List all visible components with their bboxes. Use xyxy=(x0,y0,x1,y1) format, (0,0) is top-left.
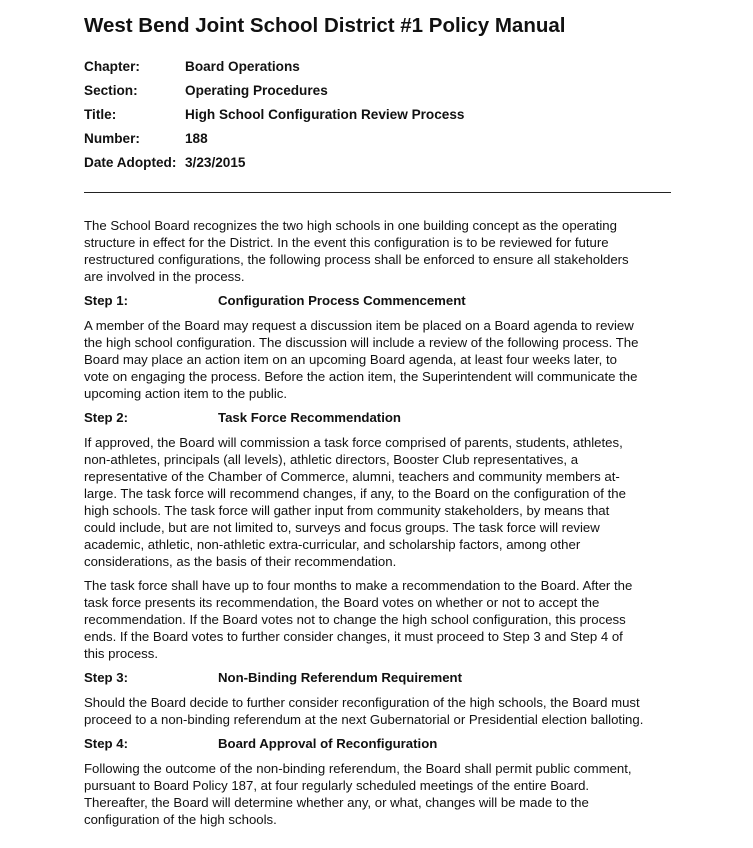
meta-label: Chapter: xyxy=(84,59,140,74)
policy-body xyxy=(84,217,674,828)
text-line: proceed to a non-binding referendum at the next Gubernatorial or Presidential election balloting. xyxy=(84,712,644,727)
text-line: configuration of the high schools. xyxy=(84,812,277,827)
step-title: Configuration Process Commencement xyxy=(218,293,466,308)
step-number: Step 2: xyxy=(84,410,128,425)
text-line: Board may place an action item on an upcoming Board agenda, at least four weeks later, to xyxy=(84,352,617,367)
meta-label: Number: xyxy=(84,131,140,146)
meta-date-adopted xyxy=(84,155,464,179)
text-line: Following the outcome of the non-binding referendum, the Board shall permit public comment, xyxy=(84,761,632,776)
meta-value: Operating Procedures xyxy=(185,83,328,98)
step-3-heading xyxy=(84,669,674,686)
text-line: A member of the Board may request a discussion item be placed on a Board agenda to review xyxy=(84,318,634,333)
step-title: Task Force Recommendation xyxy=(218,410,401,425)
text-line: Should the Board decide to further consider reconfiguration of the high schools, the Board must xyxy=(84,695,640,710)
text-line: academic, athletic, non-athletic extra-curricular, and scholarship factors, among other xyxy=(84,537,581,552)
meta-label: Title: xyxy=(84,107,117,122)
text-line: high schools. The task force will gather input from community stakeholders, by means that xyxy=(84,503,610,518)
text-line: considerations, as the basis of their recommendation. xyxy=(84,554,397,569)
step-number: Step 1: xyxy=(84,293,128,308)
step-title: Board Approval of Reconfiguration xyxy=(218,736,438,751)
text-line: The task force shall have up to four months to make a recommendation to the Board. After the xyxy=(84,578,633,593)
meta-chapter xyxy=(84,59,464,83)
text-line: pursuant to Board Policy 187, at four regularly scheduled meetings of the entire Board. xyxy=(84,778,590,793)
divider xyxy=(84,192,671,193)
step-4-heading xyxy=(84,735,674,752)
text-line: The School Board recognizes the two high schools in one building concept as the operating xyxy=(84,218,617,233)
text-line: restructured configurations, the following process shall be enforced to ensure all stakeholders xyxy=(84,252,629,267)
meta-value: 188 xyxy=(185,131,208,146)
meta-value: High School Configuration Review Process xyxy=(185,107,465,122)
text-line: representative of the Chamber of Commerce, alumni, teachers and community members at- xyxy=(84,469,620,484)
meta-title xyxy=(84,107,464,131)
text-line: this process. xyxy=(84,646,159,661)
text-line: vote on engaging the process. Before the action item, the Superintendent will communicate the xyxy=(84,369,638,384)
text-line: recommendation. If the Board votes not to change the high school configuration, this process xyxy=(84,612,626,627)
step-number: Step 3: xyxy=(84,670,128,685)
text-line: task force presents its recommendation, the Board votes on whether or not to accept the xyxy=(84,595,600,610)
text-line: large. The task force will recommend changes, if any, to the Board on the configuration of the xyxy=(84,486,626,501)
text-line: the high school configuration. The discussion will include a review of the following process. The xyxy=(84,335,639,350)
text-line: ends. If the Board votes to further consider changes, it must proceed to Step 3 and Step 4 of xyxy=(84,629,623,644)
text-line: structure in effect for the District. In the event this configuration is to be reviewed for future xyxy=(84,235,609,250)
meta-value: 3/23/2015 xyxy=(185,155,246,170)
step-2-heading xyxy=(84,409,674,426)
meta-label: Date Adopted: xyxy=(84,155,177,170)
text-line: are involved in the process. xyxy=(84,269,245,284)
text-line: non-athletes, principals (all levels), athletic directors, Booster Club representatives, a xyxy=(84,452,579,467)
text-line: Thereafter, the Board will determine whether any, or what, changes will be made to the xyxy=(84,795,589,810)
policy-metadata xyxy=(84,59,464,179)
step-title: Non-Binding Referendum Requirement xyxy=(218,670,462,685)
meta-label: Section: xyxy=(84,83,138,98)
step-number: Step 4: xyxy=(84,736,128,751)
meta-number xyxy=(84,131,464,155)
step-4-paragraph xyxy=(84,760,674,828)
intro-paragraph xyxy=(84,217,674,285)
step-1-paragraph xyxy=(84,317,674,402)
text-line: could include, but are not limited to, surveys and focus groups. The task force will review xyxy=(84,520,600,535)
step-1-heading xyxy=(84,292,674,309)
document-title: West Bend Joint School District #1 Policy Manual xyxy=(84,14,566,37)
text-line: If approved, the Board will commission a task force comprised of parents, students, athletes, xyxy=(84,435,623,450)
step-2-paragraph-1 xyxy=(84,434,674,570)
meta-value: Board Operations xyxy=(185,59,300,74)
step-3-paragraph xyxy=(84,694,674,728)
step-2-paragraph-2 xyxy=(84,577,674,662)
meta-section xyxy=(84,83,464,107)
text-line: upcoming action item to the public. xyxy=(84,386,288,401)
